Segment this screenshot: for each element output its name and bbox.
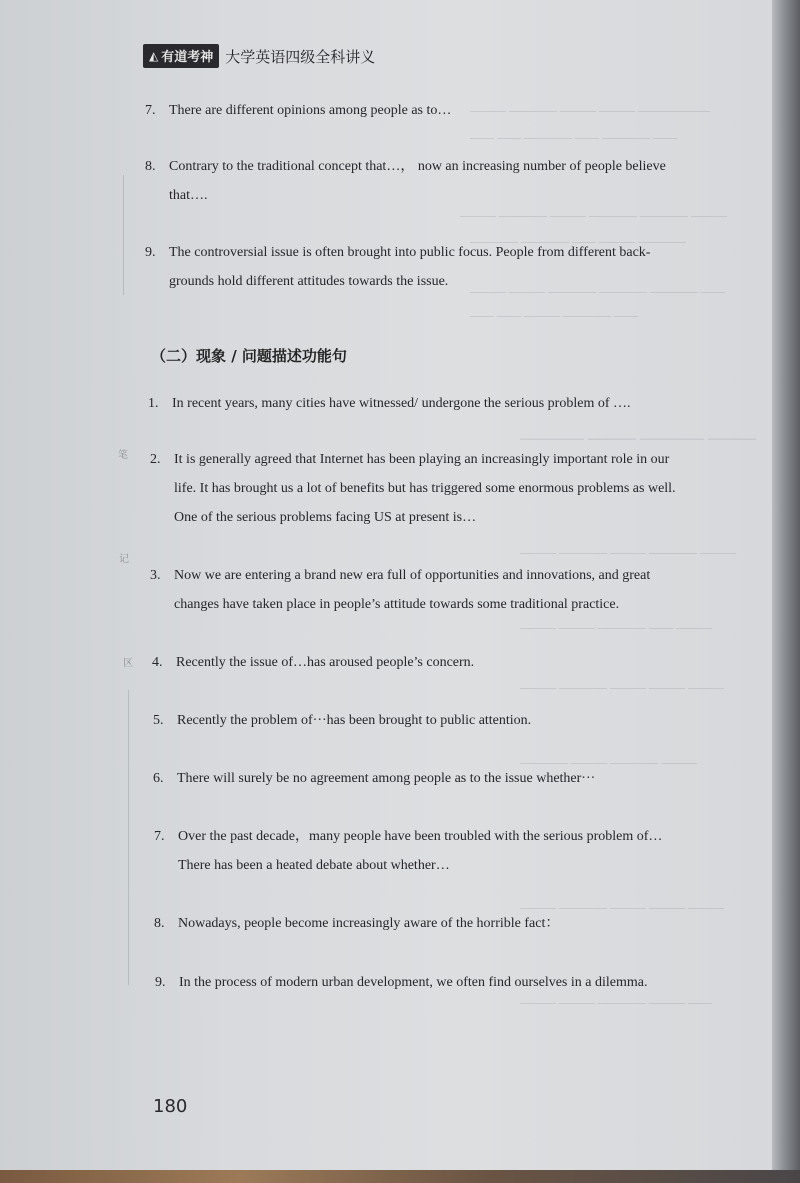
list-item	[153, 706, 531, 735]
list-item	[152, 648, 474, 677]
bleed-through-text: ——— ———— ——— ———— ———— ———	[460, 208, 727, 222]
item-text: There are different opinions among people as to…	[169, 103, 452, 118]
item-number: 7.	[154, 829, 165, 844]
list-item	[154, 822, 764, 880]
item-number: 8.	[145, 159, 156, 174]
bleed-through-text: —— —— ———— —— ———— ——	[470, 130, 677, 144]
bleed-through-text: ——— ———— ——— ——— ———	[520, 900, 724, 914]
margin-mark-area: 区	[123, 658, 133, 669]
margin-mark-note: 笔	[118, 450, 128, 461]
item-number: 5.	[153, 713, 164, 728]
margin-rule	[123, 175, 124, 295]
list-item	[145, 238, 750, 296]
bleed-through-text: ——— ——— ———— ———— ———— ——	[470, 284, 725, 298]
item-text-continued: life. It has brought us a lot of benefits but has triggered some enormous problems as well.	[174, 481, 676, 496]
book-title: 大学英语四级全科讲义	[225, 47, 376, 66]
item-text: Recently the problem of···has been brought to public attention.	[177, 713, 532, 728]
brand-logo-text: 有道考神	[161, 50, 214, 65]
list-item	[145, 152, 750, 210]
page-edge-shadow	[772, 0, 800, 1183]
item-text: Nowadays, people become increasingly aware of the horrible fact：	[178, 916, 560, 931]
item-text: In the process of modern urban development, we often find ourselves in a dilemma.	[179, 975, 648, 990]
item-text-continued: One of the serious problems facing US at present is…	[174, 510, 477, 525]
item-text-continued: that….	[169, 188, 208, 203]
bleed-through-text: ———— ——— ———— ———	[520, 430, 756, 447]
bleed-through-text: ——— ———— ——— ——— ——————	[470, 103, 710, 117]
item-text-continued: changes have taken place in people’s attitude towards some traditional practice.	[174, 597, 620, 612]
item-text: Over the past decade，many people have been troubled with the serious problem of…	[178, 829, 663, 844]
list-item	[145, 96, 451, 125]
bleed-through-text: ——— ———— ——— ———— ———	[520, 545, 736, 559]
item-text: It is generally agreed that Internet has been playing an increasingly important role in our	[174, 452, 670, 467]
item-number: 4.	[152, 655, 163, 670]
book-bottom-edge	[0, 1170, 800, 1183]
item-text: There will surely be no agreement among people as to the issue whether···	[177, 771, 596, 786]
list-item	[148, 389, 631, 418]
bleed-through-text: ——— ———— ——— ——— ———	[520, 680, 724, 694]
margin-rule	[128, 690, 129, 985]
item-text: Contrary to the traditional concept that…， now an increasing number of people believe	[169, 159, 666, 174]
item-text-continued: grounds hold different attitudes towards the issue.	[169, 274, 449, 289]
item-text: Now we are entering a brand new era full of opportunities and innovations, and great	[174, 568, 651, 583]
owl-logo-icon: ◭	[149, 48, 159, 63]
item-text: The controversial issue is often brought into public focus. People from different back-	[169, 245, 651, 260]
list-item	[154, 909, 559, 938]
item-number: 8.	[154, 916, 165, 931]
brand-logo	[143, 44, 219, 68]
page-number: 180	[153, 1096, 188, 1117]
list-item	[155, 968, 647, 997]
list-item	[150, 561, 758, 619]
page-header	[143, 44, 375, 68]
item-number: 1.	[148, 396, 159, 411]
margin-mark-note: 记	[119, 554, 129, 565]
bleed-through-text: —— —— ——— ———— ——	[470, 308, 638, 322]
item-number: 7.	[145, 103, 156, 118]
bleed-through-text: ———— ——— ———— ———	[520, 755, 697, 769]
item-number: 9.	[145, 245, 156, 260]
item-number: 3.	[150, 568, 161, 583]
bleed-through-text: ——— ——— ———— ——— ——	[520, 995, 712, 1009]
bleed-through-text: ——— ——— ———— —— ———	[520, 620, 712, 634]
item-number: 9.	[155, 975, 166, 990]
item-number: 2.	[150, 452, 161, 467]
item-number: 6.	[153, 771, 164, 786]
section-heading: （二）现象 / 问题描述功能句	[151, 347, 347, 365]
item-text: In recent years, many cities have witnessed/ undergone the serious problem of ….	[172, 396, 631, 411]
list-item	[153, 764, 595, 793]
list-item	[150, 445, 756, 532]
item-text: Recently the issue of…has aroused people’s concern.	[176, 655, 475, 670]
bleed-through-text: ———— ———— —— ——— ————	[470, 234, 686, 248]
item-text-continued: There has been a heated debate about whether…	[178, 858, 450, 873]
